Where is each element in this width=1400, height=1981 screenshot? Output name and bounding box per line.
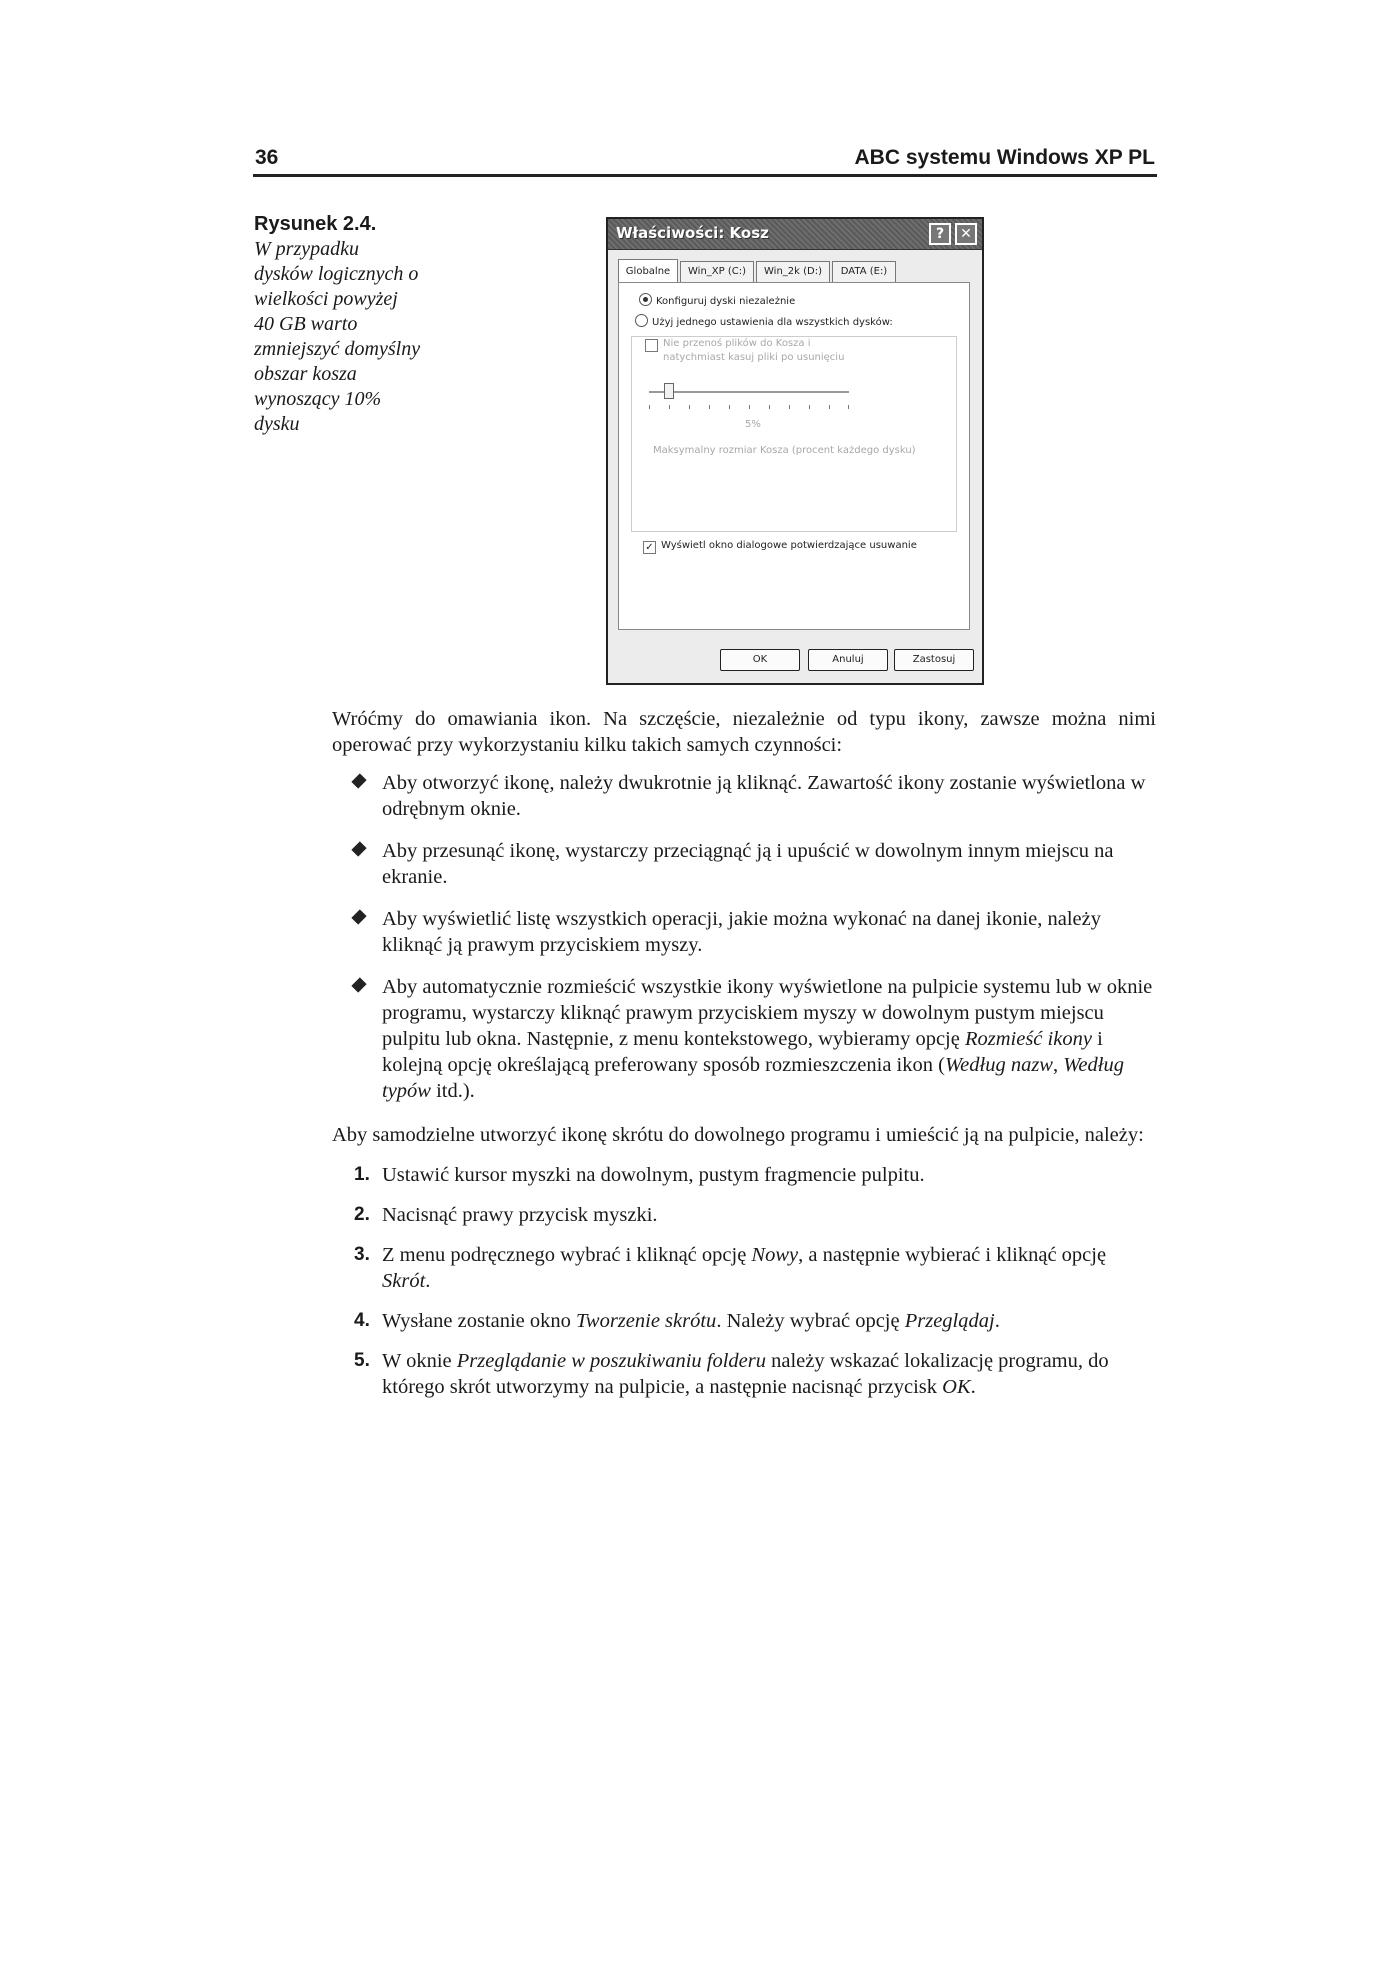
bullet-text: Aby otworzyć ikonę, należy dwukrotnie ją kliknąć. Zawartość ikony zostanie wyświetlona w odrębnym oknie. [382, 772, 1146, 820]
radio-independent[interactable] [639, 293, 652, 306]
slider-tick [709, 405, 710, 409]
dialog-title: Właściwości: Kosz [616, 224, 769, 242]
slider-tick [848, 405, 849, 409]
no-bin-checkbox[interactable] [645, 339, 658, 352]
step-number: 3. [354, 1244, 370, 1265]
diamond-bullet-icon [351, 773, 366, 788]
cancel-button[interactable]: Anuluj [808, 649, 888, 671]
bin-size-slider-track[interactable] [649, 391, 849, 393]
list-item [382, 838, 1156, 890]
no-bin-label-line2: natychmiast kasuj pliki po usunięciu [663, 352, 845, 363]
radio-shared-row[interactable] [635, 314, 897, 328]
steps-list [332, 1162, 1156, 1400]
list-item [354, 1242, 1156, 1294]
figure-caption [254, 212, 454, 437]
list-item [382, 974, 1156, 1104]
tab-panel-globalne [618, 282, 970, 630]
close-icon[interactable]: ✕ [955, 223, 977, 245]
step-text: Wysłane zostanie okno Tworzenie skrótu. Należy wybrać opcję Przeglądaj. [382, 1310, 1000, 1332]
list-item [354, 1308, 1156, 1334]
bullet-text: Aby wyświetlić listę wszystkich operacji, jakie można wykonać na danej ikonie, należy kliknąć ją prawym przyciskiem myszy. [382, 908, 1101, 956]
bullet-text: Aby przesunąć ikonę, wystarczy przeciągnąć ją i upuścić w dowolnym innym miejscu na ekranie. [382, 840, 1114, 888]
diamond-bullet-icon [351, 977, 366, 992]
figure-caption-text: W przypadku dysków logicznych o wielkości powyżej 40 GB warto zmniejszyć domyślny obszar kosza wynoszący 10% dysku [254, 238, 421, 435]
slider-tick [669, 405, 670, 409]
max-size-label: Maksymalny rozmiar Kosza (procent każdego dysku) [653, 445, 916, 456]
step-text: W oknie Przeglądanie w poszukiwaniu folderu należy wskazać lokalizację programu, do którego skrót utworzymy na pulpicie, a następnie nacisnąć przycisk OK. [382, 1350, 1109, 1398]
tab-globalne[interactable]: Globalne [618, 259, 678, 282]
list-item [354, 1202, 1156, 1228]
bullet-list [332, 770, 1156, 1104]
diamond-bullet-icon [351, 909, 366, 924]
apply-button[interactable]: Zastosuj [894, 649, 974, 671]
bin-size-slider-thumb[interactable] [664, 383, 674, 399]
page-number: 36 [255, 146, 279, 169]
slider-value: 5% [745, 419, 761, 430]
step-text: Nacisnąć prawy przycisk myszki. [382, 1204, 658, 1226]
radio-shared[interactable] [635, 314, 648, 327]
step-text: Ustawić kursor myszki na dowolnym, pustym fragmencie pulpitu. [382, 1164, 925, 1186]
ok-button[interactable]: OK [720, 649, 800, 671]
list-item [382, 906, 1156, 958]
slider-tick [829, 405, 830, 409]
step-number: 1. [354, 1164, 370, 1185]
step-text: Z menu podręcznego wybrać i kliknąć opcję Nowy, a następnie wybierać i kliknąć opcję Skrót. [382, 1244, 1107, 1292]
dialog-buttons [608, 649, 982, 671]
tab-win-xp-c[interactable]: Win_XP (C:) [680, 261, 754, 282]
radio-independent-label: Konfiguruj dyski niezależnie [656, 296, 796, 307]
slider-tick [729, 405, 730, 409]
slider-tick [809, 405, 810, 409]
diamond-bullet-icon [351, 841, 366, 856]
slider-tick [749, 405, 750, 409]
confirm-delete-checkbox[interactable]: ✓ [643, 541, 656, 554]
tab-win-2k-d[interactable]: Win_2k (D:) [756, 261, 830, 282]
shortcut-intro-paragraph: Aby samodzielne utworzyć ikonę skrótu do dowolnego programu i umieścić ją na pulpicie, należy: [332, 1124, 1144, 1146]
help-icon[interactable]: ? [929, 223, 951, 245]
intro-paragraph: Wróćmy do omawiania ikon. Na szczęście, niezależnie od typu ikony, zawsze można nimi operować przy wykorzystaniu kilku takich samych czynności: [332, 708, 1156, 756]
tab-data-e[interactable]: DATA (E:) [832, 261, 896, 282]
list-item [354, 1348, 1156, 1400]
shared-settings-group [631, 336, 957, 532]
confirm-delete-row[interactable] [643, 540, 917, 554]
recycle-bin-properties-dialog [606, 217, 984, 685]
page-header [253, 144, 1157, 177]
slider-tick [649, 405, 650, 409]
body-text [332, 706, 1156, 1414]
book-title: ABC systemu Windows XP PL [854, 146, 1155, 169]
confirm-delete-label: Wyświetl okno dialogowe potwierdzające usuwanie [661, 540, 917, 551]
figure-label: Rysunek 2.4. [254, 213, 377, 235]
step-number: 2. [354, 1204, 370, 1225]
dialog-titlebar[interactable] [608, 219, 982, 250]
step-number: 5. [354, 1350, 370, 1371]
step-number: 4. [354, 1310, 370, 1331]
slider-tick [789, 405, 790, 409]
no-bin-label-line1: Nie przenoś plików do Kosza i [663, 338, 811, 349]
radio-shared-label: Użyj jednego ustawienia dla wszystkich dysków: [652, 317, 893, 328]
slider-tick [769, 405, 770, 409]
slider-tick [689, 405, 690, 409]
bullet-text: Aby automatycznie rozmieścić wszystkie ikony wyświetlone na pulpicie systemu lub w oknie programu, wystarczy kliknąć prawym przyciskiem myszy w dowolnym pustym miejscu pulpitu lub okna. Następnie, z menu kontekstowego, wybieramy opcję Rozmieść ikony i kolejną opcję określającą preferowany sposób rozmieszczenia ikon (Według nazw, Według typów itd.). [382, 976, 1153, 1102]
list-item [354, 1162, 1156, 1188]
list-item [382, 770, 1156, 822]
radio-independent-row[interactable] [639, 293, 795, 307]
